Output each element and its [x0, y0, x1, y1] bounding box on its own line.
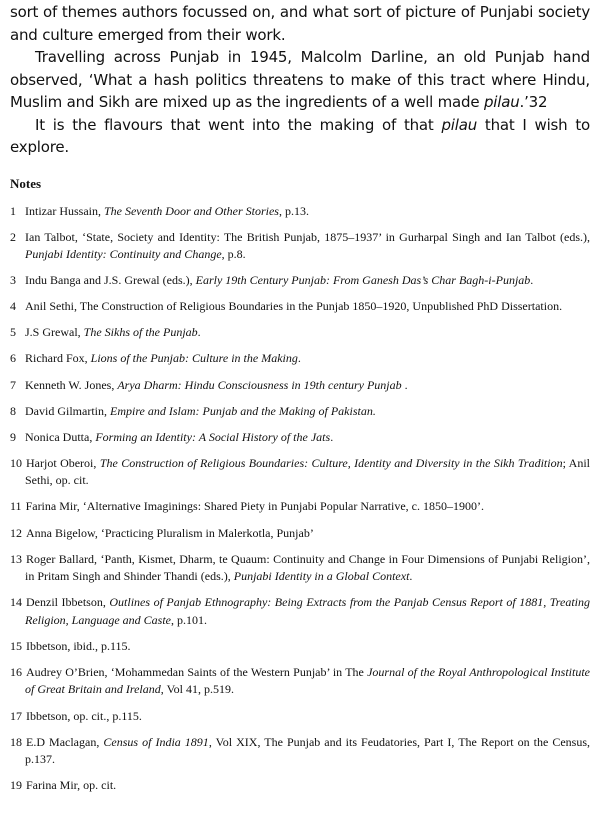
- note-number: 17: [10, 708, 22, 723]
- note-item: [10, 324, 590, 342]
- note-item: [10, 377, 590, 395]
- paragraph-3-text-a: It is the flavours that went into the making of that: [35, 115, 442, 134]
- note-text-italic: Empire and Islam: Punjab and the Making of Pakistan.: [109, 403, 376, 418]
- note-text: [25, 230, 590, 262]
- paragraph-2-text-b: .’32: [519, 93, 548, 111]
- note-text-trailing: , p.8.: [221, 247, 246, 262]
- note-number: 11: [10, 499, 22, 514]
- note-text-italic: Punjabi Identity: Continuity and Change: [25, 247, 222, 262]
- note-number: 10: [10, 455, 22, 470]
- note-number: 2: [10, 229, 16, 244]
- note-text: [25, 456, 590, 488]
- note-text-italic: Census of India 1891: [103, 734, 209, 749]
- note-item: [10, 429, 590, 447]
- note-text-italic: Outlines of Panjab Ethnography: Being Extracts from the Panjab Census Report of 1881, Treating Religion, Language and Caste: [25, 595, 590, 627]
- note-text-plain: Ibbetson, ibid., p.115.: [26, 638, 131, 653]
- note-item: [10, 403, 590, 421]
- note-text-plain: Denzil Ibbetson,: [26, 595, 110, 610]
- note-text-plain: Indu Banga and J.S. Grewal (eds.),: [25, 273, 196, 288]
- note-item: [10, 203, 590, 221]
- note-number: 3: [10, 273, 16, 288]
- note-item: [10, 298, 590, 316]
- note-text-trailing: , p.101.: [171, 612, 207, 627]
- note-item: [10, 455, 590, 490]
- note-text-plain: Harjot Oberoi,: [26, 455, 100, 470]
- paragraph-2-italic: pilau: [483, 93, 520, 111]
- note-text-italic: Arya Dharm: Hindu Consciousness in 19th century Punjab: [117, 377, 402, 392]
- note-number: 15: [10, 638, 22, 653]
- note-text-trailing: .: [409, 569, 413, 584]
- note-item: [10, 664, 590, 699]
- note-text: [25, 595, 590, 627]
- note-text: [26, 499, 484, 513]
- note-text-plain: Anna Bigelow, ‘Practicing Pluralism in Malerkotla, Punjab’: [26, 525, 314, 540]
- note-text-italic: Punjabi Identity in a Global Context: [233, 569, 410, 584]
- note-text: [25, 735, 590, 767]
- note-item: [10, 638, 590, 656]
- note-text-italic: Journal of the Royal Anthropological Institute of Great Britain and Ireland: [25, 664, 590, 697]
- note-item: [10, 777, 590, 795]
- note-item: [10, 594, 590, 629]
- note-item: [10, 525, 590, 543]
- note-text-trailing: , Vol XIX, The Punjab and its Feudatories, Part I, The Report on the Census, p.137.: [25, 734, 590, 767]
- note-number: 7: [10, 377, 16, 392]
- note-number: 9: [10, 429, 16, 444]
- note-text-trailing: .: [197, 325, 201, 340]
- note-number: 8: [10, 403, 16, 418]
- note-text-trailing: ; Anil Sethi, op. cit.: [25, 455, 591, 488]
- note-text: [26, 639, 131, 653]
- note-item: [10, 229, 590, 264]
- note-text-italic: Early 19th Century Punjab: From Ganesh Das’s Char Bagh-i-Punjab: [195, 273, 531, 288]
- note-text-plain: E.D Maclagan,: [26, 734, 104, 749]
- note-item: [10, 350, 590, 368]
- note-text: [25, 299, 562, 313]
- note-number: 13: [10, 551, 22, 566]
- paragraph-3-text-b: that I wish to explore.: [10, 115, 590, 156]
- note-text: [25, 325, 201, 339]
- note-item: [10, 734, 590, 769]
- note-item: [10, 708, 590, 726]
- body-text: [10, 1, 590, 159]
- paragraph-3: [10, 114, 590, 159]
- paragraph-2-text-a: Travelling across Punjab in 1945, Malcolm Darline, an old Punjab hand observed, ‘What a hash politics threatens to make of this tract where Hindu, Muslim and Sikh are mixed up as the ingredients of a well made: [10, 48, 590, 111]
- note-text-plain: Roger Ballard, ‘Panth, Kismet, Dharm, te Quaum: Continuity and Change in Four Dimensions of Punjabi Religion’, in Pritam Singh and Shinder Thandi (eds.),: [25, 551, 590, 584]
- note-text-plain: Ian Talbot, ‘State, Society and Identity: The British Punjab, 1875–1937’ in Gurharpal Singh and Ian Talbot (eds.),: [25, 229, 590, 244]
- note-number: 5: [10, 325, 16, 340]
- note-text-plain: Ibbetson, op. cit., p.115.: [26, 708, 142, 723]
- paragraph-2: [10, 46, 590, 114]
- note-number: 12: [10, 525, 22, 540]
- note-text-italic: The Sikhs of the Punjab: [83, 325, 198, 340]
- note-text-trailing: , Vol 41, p.519.: [160, 682, 235, 697]
- note-number: 6: [10, 351, 16, 366]
- note-text: [26, 709, 142, 723]
- notes-heading: Notes: [10, 175, 42, 191]
- paragraph-1: sort of themes authors focussed on, and what sort of picture of Punjabi society and culture emerged from their work.: [10, 3, 590, 44]
- note-text-italic: Lions of the Punjab: Culture in the Making: [90, 351, 298, 366]
- note-text-trailing: .: [530, 273, 534, 288]
- note-text: [26, 778, 116, 792]
- note-number: 18: [10, 734, 22, 749]
- note-text-plain: David Gilmartin,: [25, 403, 110, 418]
- note-text-italic: The Construction of Religious Boundaries: Culture, Identity and Diversity in the Sikh Tradition: [99, 455, 563, 470]
- note-text-plain: Intizar Hussain,: [25, 203, 104, 218]
- note-number: 1: [10, 203, 16, 218]
- note-text-plain: Farina Mir, op. cit.: [26, 778, 117, 793]
- note-text-plain: Nonica Dutta,: [25, 429, 96, 444]
- note-text-plain: Farina Mir, ‘Alternative Imaginings: Shared Piety in Punjabi Popular Narrative, c. 1850–1900’.: [25, 499, 484, 514]
- note-text: [25, 378, 408, 392]
- note-text-plain: Kenneth W. Jones,: [25, 377, 118, 392]
- note-text: [25, 204, 309, 218]
- note-text: [26, 526, 314, 540]
- notes-list: [10, 203, 590, 795]
- note-number: 4: [10, 299, 16, 314]
- note-text: [25, 552, 590, 584]
- note-text-plain: Audrey O’Brien, ‘Mohammedan Saints of the Western Punjab’ in The: [26, 664, 368, 679]
- note-number: 14: [10, 595, 22, 610]
- note-text-plain: Anil Sethi, The Construction of Religious Boundaries in the Punjab 1850–1920, Unpublished PhD Dissertation.: [25, 299, 563, 314]
- paragraph-3-italic: pilau: [441, 115, 478, 134]
- note-text-trailing: .: [330, 429, 334, 444]
- note-text-trailing: .: [297, 351, 301, 366]
- note-text: [25, 404, 376, 418]
- note-number: 19: [10, 778, 22, 793]
- note-item: [10, 551, 590, 586]
- note-text-plain: Richard Fox,: [25, 351, 91, 366]
- note-text: [25, 430, 333, 444]
- note-text-trailing: , p.13.: [278, 203, 309, 218]
- note-text-trailing: .: [401, 377, 408, 392]
- note-number: 16: [10, 664, 22, 679]
- note-text-italic: The Seventh Door and Other Stories: [103, 203, 279, 218]
- note-text-italic: Forming an Identity: A Social History of the Jats: [95, 429, 331, 444]
- note-text: [25, 273, 533, 287]
- note-text-plain: J.S Grewal,: [25, 325, 84, 340]
- note-item: [10, 272, 590, 290]
- note-text: [25, 665, 590, 697]
- note-item: [10, 498, 590, 516]
- note-text: [25, 351, 301, 365]
- document-page: [10, 0, 590, 803]
